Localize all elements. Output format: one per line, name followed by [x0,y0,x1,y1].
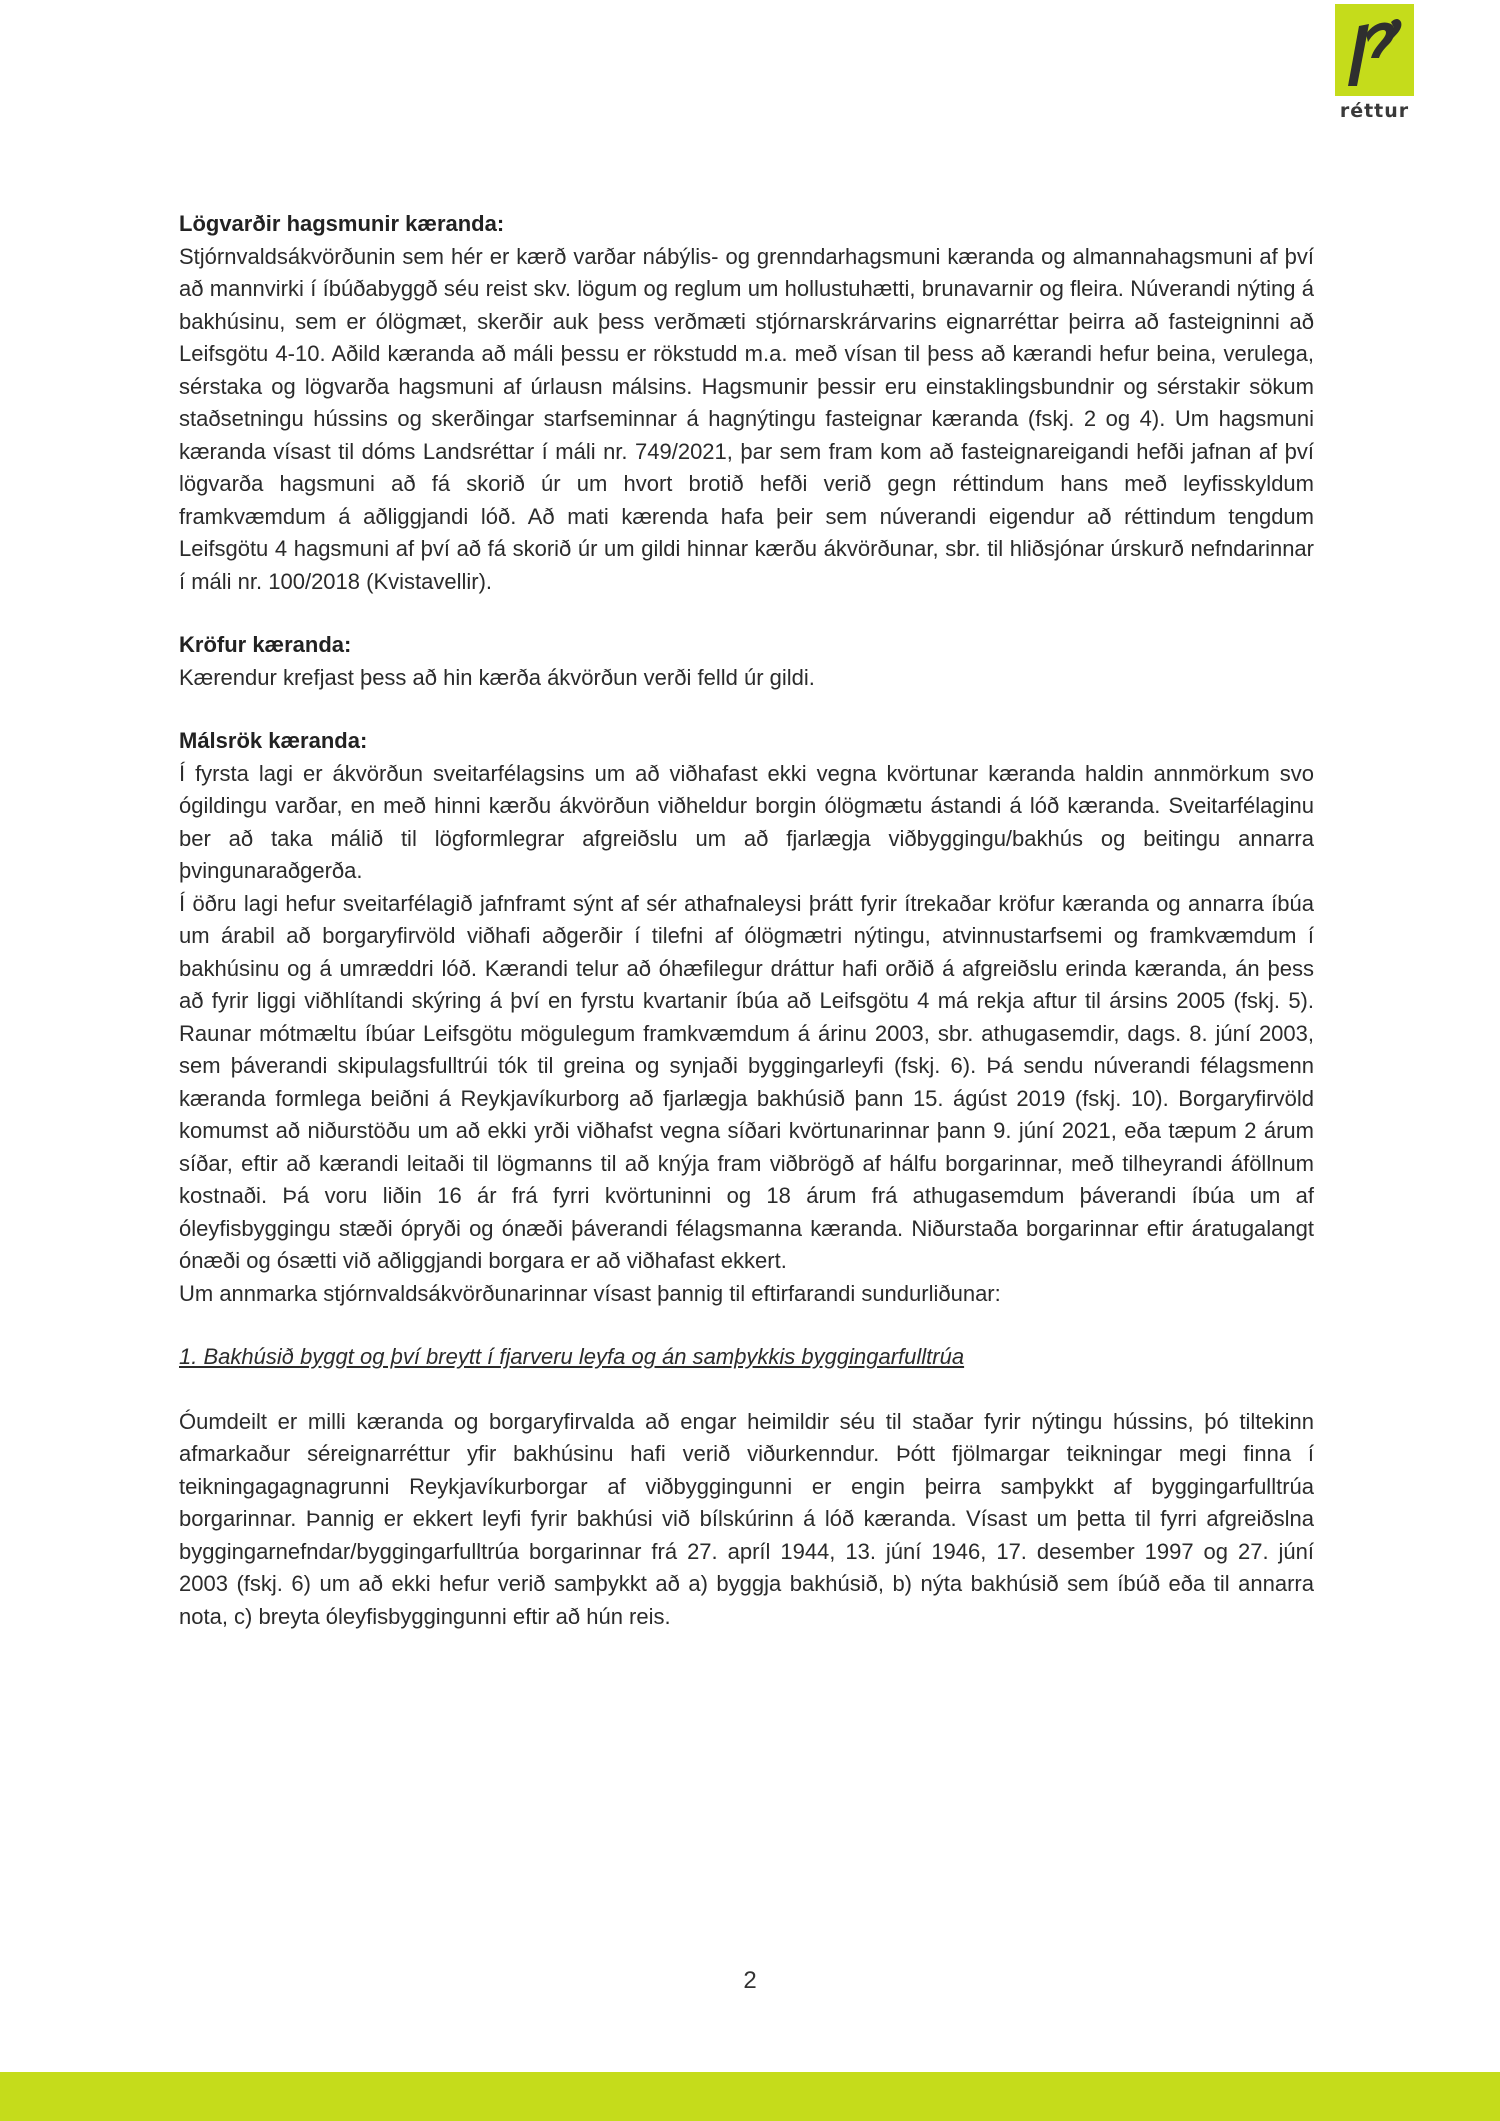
section-heading: Málsrök kæranda: [179,728,368,753]
section-paragraph: Kærendur krefjast þess að hin kærða ákvörðun verði felld úr gildi. [179,664,815,690]
r-logo-icon [1335,4,1414,96]
logo-wordmark: réttur [1339,100,1410,122]
section-heading: Kröfur kæranda: [179,632,352,657]
subsection-heading: 1. Bakhúsið byggt og því breytt í fjarveru leyfa og án samþykkis byggingarfulltrúa [179,1344,965,1369]
section-malsrok [179,725,1314,1310]
rettur-logo [1329,4,1420,121]
section-krofur [179,629,1314,694]
section-paragraph: Óumdeilt er milli kæranda og borgaryfirvalda að engar heimildir séu til staðar fyrir nýtingu hússins, þó tiltekinn afmarkaður séreignarréttur yfir bakhúsinu hafi verið viðurkenndur. Þótt fjölmargar teikningar megi finna í teikningagagnagrunni Reykjavíkurborgar af viðbyggingunni er engin þeirra samþykkt af byggingarfulltrúa borgarinnar. Þannig er ekkert leyfi fyrir bakhúsi við bílskúrinn á lóð kæranda. Vísast um þetta til fyrri afgreiðslna byggingarnefndar/byggingarfulltrúa borgarinnar frá 27. apríl 1944, 13. júní 1946, 17. desember 1997 og 27. júní 2003 (fskj. 6) um að ekki hefur verið samþykkt að a) byggja bakhúsið, b) nýta bakhúsið sem íbúð eða til annarra nota, c) breyta óleyfisbyggingunni eftir að hún reis. [179,1408,1314,1629]
section-paragraph: Í fyrsta lagi er ákvörðun sveitarfélagsins um að viðhafast ekki vegna kvörtunar kæranda haldin annmörkum svo ógildingu varðar, en með hinni kærðu ákvörðun viðheldur borgin ólögmætu ástandi á lóð kæranda. Sveitarfélaginu ber að taka málið til lögformlegrar afgreiðslu um að fjarlægja viðbyggingu/bakhús og beitingu annarra þvingunaraðgerða. [179,760,1314,883]
footer-bar [0,2072,1500,2121]
section-paragraph: Stjórnvaldsákvörðunin sem hér er kærð varðar nábýlis- og grenndarhagsmuni kæranda og almannahagsmuni af því að mannvirki í íbúðabyggð séu reist skv. lögum og reglum um hollustuhætti, brunavarnir og fleira. Núverandi nýting á bakhúsinu, sem er ólögmæt, skerðir auk þess verðmæti stjórnarskrárvarins eignarréttar þeirra að fasteigninni að Leifsgötu 4-10. Aðild kæranda að máli þessu er rökstudd m.a. með vísan til þess að kærandi hefur beina, verulega, sérstaka og lögvarða hagsmuni af úrlausn málsins. Hagsmunir þessir eru einstaklingsbundnir og sérstakir sökum staðsetningu hússins og skerðingar starfseminnar á hagnýtingu fasteignar kæranda (fskj. 2 og 4). Um hagsmuni kæranda vísast til dóms Landsréttar í máli nr. 749/2021, þar sem fram kom að fasteignareigandi hefði jafnan af því lögvarða hagsmuni að fá skorið úr um hvort brotið hefði verið gegn réttindum hans með leyfisskyldum framkvæmdum á aðliggjandi lóð. Að mati kærenda hafa þeir sem núverandi eigendur að réttindum tengdum Leifsgötu 4 hagsmuni af því að fá skorið úr um gildi hinnar kærðu ákvörðunar, sbr. til hliðsjónar úrskurð nefndarinnar í máli nr. 100/2018 (Kvistavellir). [179,243,1314,594]
section-lovardir-hagsmunir [179,208,1314,598]
document-body [179,208,1314,1664]
section-paragraph: Í öðru lagi hefur sveitarfélagið jafnframt sýnt af sér athafnaleysi þrátt fyrir ítrekaðar kröfur kæranda og annarra íbúa um árabil að borgaryfirvöld viðhafi aðgerðir í tilefni af ólögmætri nýtingu, atvinnustarfsemi og framkvæmdum í bakhúsinu og á umræddri lóð. Kærandi telur að óhæfilegur dráttur hafi orðið á afgreiðslu erinda kæranda, án þess að fyrir liggi viðhlítandi skýring á því en fyrstu kvartanir íbúa að Leifsgötu 4 má rekja aftur til ársins 2005 (fskj. 5). Raunar mótmæltu íbúar Leifsgötu mögulegum framkvæmdum á árinu 2003, sbr. athugasemdir, dags. 8. júní 2003, sem þáverandi skipulagsfulltrúi tók til greina og synjaði byggingarleyfi (fskj. 6). Þá sendu núverandi félagsmenn kæranda formlega beiðni á Reykjavíkurborg að fjarlægja bakhúsið þann 15. ágúst 2019 (fskj. 10). Borgaryfirvöld komumst að niðurstöðu um að ekki yrði viðhafst vegna síðari kvörtunarinnar þann 9. júní 2021, eða tæpum 2 árum síðar, eftir að kærandi leitaði til lögmanns til að knýja fram viðbrögð af hálfu borgarinnar, með tilheyrandi áföllnum kostnaði. Þá voru liðin 16 ár frá fyrri kvörtuninni og 18 árum frá athugasemdum þáverandi íbúa um af óleyfisbyggingu stæði ópryði og ónæði þáverandi félagsmanna kæranda. Niðurstaða borgarinnar eftir áratugalangt ónæði og ósætti við aðliggjandi borgara er að viðhafast ekkert. [179,890,1314,1273]
section-item-1 [179,1341,1314,1633]
page-number: 2 [743,1967,757,1994]
section-paragraph: Um annmarka stjórnvaldsákvörðunarinnar vísast þannig til eftirfarandi sundurliðunar: [179,1280,1001,1306]
r-glyph-icon [1335,4,1414,96]
section-heading: Lögvarðir hagsmunir kæranda: [179,211,505,236]
